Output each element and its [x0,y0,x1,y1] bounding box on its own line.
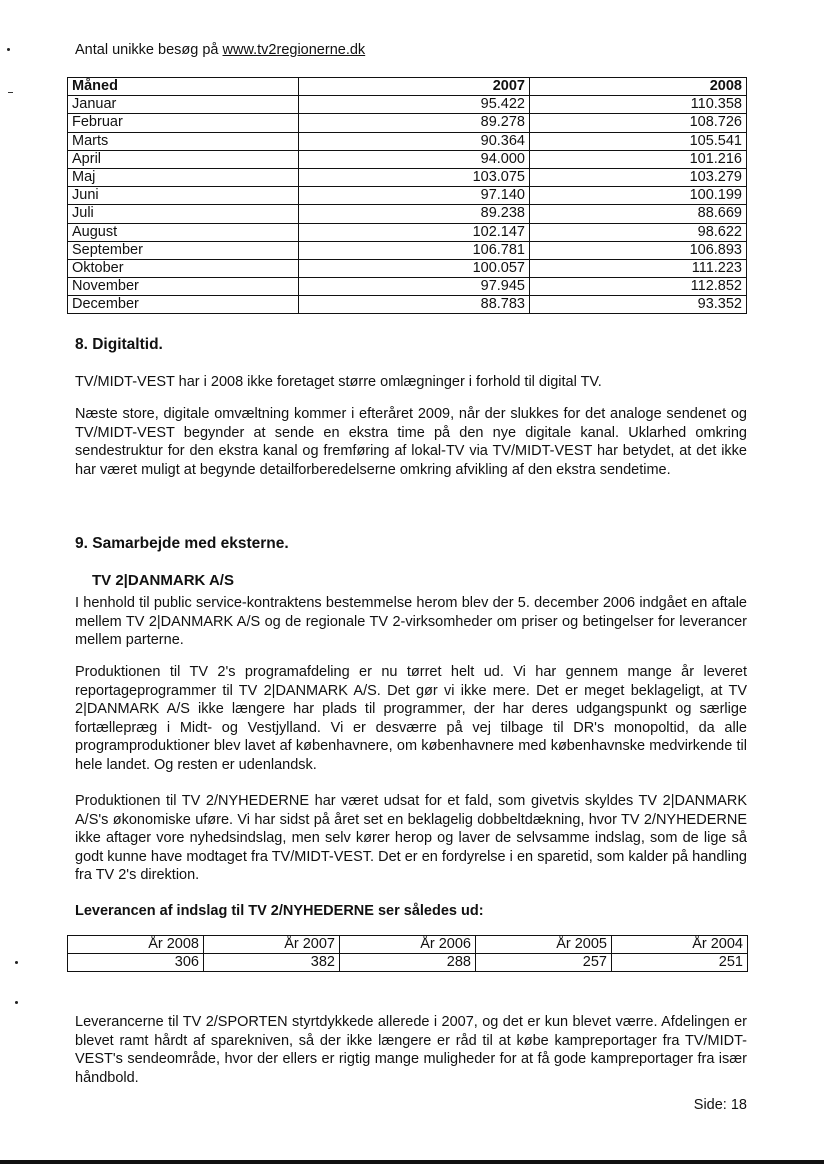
value-2007-cell: 90.364 [299,132,530,150]
table-header-row [68,78,747,96]
header-month: Måned [68,78,299,96]
value-2008-cell: 88.669 [530,205,747,223]
scan-mark [15,961,18,964]
value-2007-cell: 97.945 [299,278,530,296]
section-8-heading: 8. Digitaltid. [75,336,163,353]
section-9-paragraph-1 [75,594,747,650]
value-2008-cell: 103.279 [530,168,747,186]
table-row [68,187,747,205]
section-9-heading: 9. Samarbejde med eksterne. [75,535,289,552]
value-2008-cell: 105.541 [530,132,747,150]
table-row [68,936,748,954]
year-cell: År 2004 [612,936,748,954]
intro-text: Antal unikke besøg på [75,42,223,58]
delivery-count-cell: 257 [476,954,612,972]
value-2008-cell: 93.352 [530,296,747,314]
value-2007-cell: 94.000 [299,150,530,168]
table-row [68,296,747,314]
deliveries-heading: Leverancen af indslag til TV 2/NYHEDERNE ser således ud: [75,903,484,919]
table-row [68,241,747,259]
table-row [68,278,747,296]
table-row [68,150,747,168]
intro-line [75,42,365,58]
value-2008-cell: 108.726 [530,114,747,132]
paragraph-text: Leverancerne til TV 2/SPORTEN styrtdykkede allerede i 2007, og det er kun blevet værre. Afdelingen er blevet ramt hårdt af sparekniven, så der ikke længere er råd til at købe kampreportager fra TV/MIDT-VEST's sendeområde, hvor der ellers er rigtig mange muligheder for at få gode kampreportager fra især håndbold. [75,1014,747,1086]
month-cell: Juli [68,205,299,223]
value-2007-cell: 95.422 [299,96,530,114]
table-row [68,223,747,241]
month-cell: September [68,241,299,259]
section-9-paragraph-3 [75,792,747,885]
month-cell: Oktober [68,259,299,277]
value-2008-cell: 100.199 [530,187,747,205]
section-8-paragraph-1 [75,373,747,392]
paragraph-text: TV/MIDT-VEST har i 2008 ikke foretaget større omlægninger i forhold til digital TV. [75,374,602,390]
month-cell: Marts [68,132,299,150]
value-2007-cell: 88.783 [299,296,530,314]
value-2007-cell: 103.075 [299,168,530,186]
table-row [68,114,747,132]
table-row [68,205,747,223]
section-9-paragraph-4 [75,1013,747,1087]
delivery-count-cell: 251 [612,954,748,972]
month-cell: Juni [68,187,299,205]
delivery-count-cell: 288 [340,954,476,972]
month-cell: Februar [68,114,299,132]
month-cell: Januar [68,96,299,114]
month-cell: November [68,278,299,296]
paragraph-text: Produktionen til TV 2/NYHEDERNE har været udsat for et fald, som givetvis skyldes TV 2|DANMARK A/S's økonomiske uføre. Vi har sidst på året set en beklagelig dobbeltdækning, hvor TV 2/NYHEDERNE ikke aftager vore nyhedsindslag, men selv kører herop og laver de selvsamme indslag, som de lige så godt kunne have modtaget fra TV/MIDT-VEST. Det er en fordyrelse i en sparetid, som kalder på handling fra TV 2's direktion. [75,793,747,883]
header-2008: 2008 [530,78,747,96]
value-2007-cell: 102.147 [299,223,530,241]
scan-border [0,1160,824,1164]
value-2007-cell: 106.781 [299,241,530,259]
value-2007-cell: 97.140 [299,187,530,205]
value-2007-cell: 100.057 [299,259,530,277]
paragraph-text: Produktionen til TV 2's programafdeling er nu tørret helt ud. Vi har gennem mange år leveret reportageprogrammer til TV 2|DANMARK A/S. Det gør vi ikke mere. Det er meget beklageligt, at TV 2|DANMARK A/S ikke længere har plads til programmer, der har deres udgangspunkt og særlige fortællepræg i Midt- og Vestjylland. Vi er desværre på vej tilbage til DR's monopoltid, da alle programproduktioner blev lavet af københavnere, om københavnere med københavnske medvirkende til hele landet. Og resten er udenlandsk. [75,664,747,773]
section-9-paragraph-2 [75,663,747,774]
month-cell: December [68,296,299,314]
value-2008-cell: 111.223 [530,259,747,277]
scan-mark [15,1001,18,1004]
paragraph-text: Næste store, digitale omvæltning kommer i efteråret 2009, når der slukkes for det analoge sendenet og TV/MIDT-VEST begynder at sende en ekstra time på den nye digitale kanal. Uklarhed omkring sendestruktur for den ekstra kanal og fremføring af lokal-TV via TV/MIDT-VEST har betydet, at det ikke har været muligt at begynde detailforberedelserne omkring afvikling af den ekstra sendetime. [75,406,747,478]
table-row [68,132,747,150]
delivery-count-cell: 306 [68,954,204,972]
website-link[interactable]: www.tv2regionerne.dk [222,42,366,58]
paragraph-text: I henhold til public service-kontraktens bestemmelse herom blev der 5. december 2006 indgået en aftale mellem TV 2|DANMARK A/S og de regionale TV 2-virksomheder om priser og betingelser for leverancer mellem parterne. [75,595,747,648]
value-2008-cell: 101.216 [530,150,747,168]
year-cell: År 2008 [68,936,204,954]
year-cell: År 2007 [204,936,340,954]
month-cell: April [68,150,299,168]
value-2007-cell: 89.278 [299,114,530,132]
value-2008-cell: 110.358 [530,96,747,114]
year-cell: År 2005 [476,936,612,954]
header-2007: 2007 [299,78,530,96]
scan-mark [7,48,10,51]
table-row [68,96,747,114]
month-cell: August [68,223,299,241]
value-2008-cell: 98.622 [530,223,747,241]
month-cell: Maj [68,168,299,186]
value-2008-cell: 112.852 [530,278,747,296]
scan-mark [8,92,13,93]
table-row [68,954,748,972]
delivery-count-cell: 382 [204,954,340,972]
value-2008-cell: 106.893 [530,241,747,259]
visits-table [67,77,747,314]
subsection-heading: TV 2|DANMARK A/S [92,572,234,589]
year-cell: År 2006 [340,936,476,954]
section-8-paragraph-2 [75,405,747,479]
page-number: Side: 18 [693,1097,747,1113]
table-row [68,168,747,186]
deliveries-table [67,935,748,972]
value-2007-cell: 89.238 [299,205,530,223]
table-row [68,259,747,277]
